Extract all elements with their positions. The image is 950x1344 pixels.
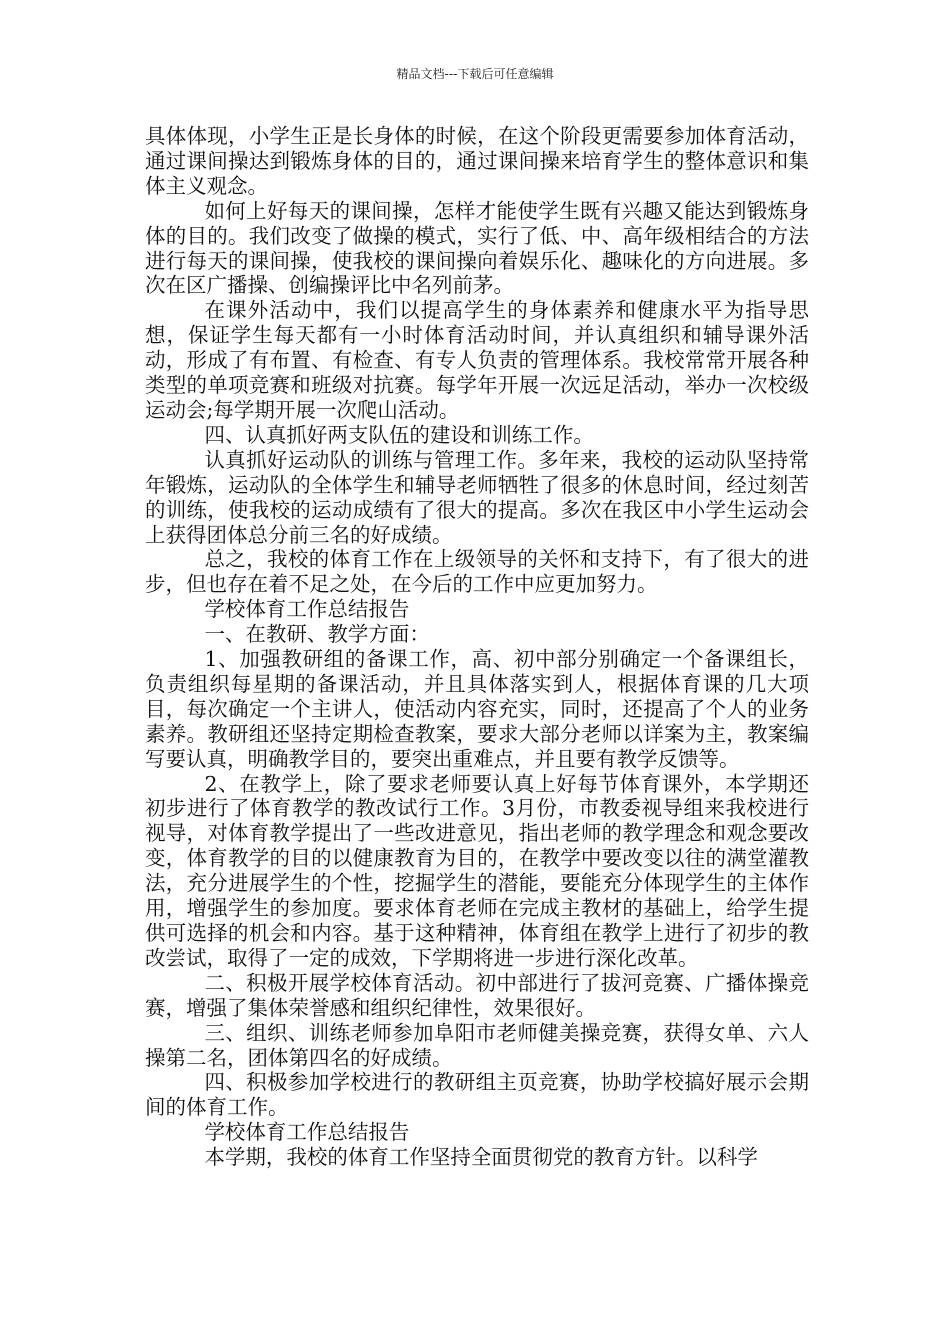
paragraph-5: 认真抓好运动队的训练与管理工作。多年来，我校的运动队坚持常年锻炼，运动队的全体学生和辅导老师牺牲了很多的休息时间，经过刻苦的训练，使我校的运动成绩有了很大的提高。多次在我区中小学生运动会上获得团体总分前三名的好成绩。 xyxy=(145,447,809,547)
section-heading-1: 一、在教研、教学方面： xyxy=(204,622,430,647)
paragraph-15: 本学期，我校的体育工作坚持全面贯彻党的教育方针。以科学 xyxy=(204,1145,758,1170)
paragraph-10: 2、在教学上，除了要求老师要认真上好每节体育课外，本学期还初步进行了体育教学的教改试行工作。3月份，市教委视导组来我校进行视导，对体育教学提出了一些改进意见，指出老师的教学理念和观念要改变，体育教学的目的以健康教育为目的，在教学中要改变以往的满堂灌教法，充分进展学生的个性，挖掘学生的潜能，要能充分体现学生的主体作用，增强学生的参加度。要求体育老师在完成主教材的基础上，给学生提供可选择的机会和内容。基于这种精神，体育组在教学上进行了初步的教改尝试，取得了一定的成效，下学期将进一步进行深化改革。 xyxy=(145,771,809,970)
paragraph-13: 四、积极参加学校进行的教研组主页竞赛，协助学校搞好展示会期间的体育工作。 xyxy=(145,1070,809,1120)
section-heading-4: 四、认真抓好两支队伍的建设和训练工作。 xyxy=(204,422,594,447)
document-body xyxy=(145,124,809,1170)
paragraph-1: 具体体现，小学生正是长身体的时候，在这个阶段更需要参加体育活动，通过课间操达到锻炼身体的目的，通过课间操来培育学生的整体意识和集体主义观念。 xyxy=(145,124,809,198)
report-title-2: 学校体育工作总结报告 xyxy=(204,1120,410,1145)
page-header: 精品文档---下载后可任意编辑 xyxy=(396,67,554,81)
paragraph-12: 三、组织、训练老师参加阜阳市老师健美操竞赛，获得女单、六人操第二名，团体第四名的好成绩。 xyxy=(145,1020,809,1070)
paragraph-11: 二、积极开展学校体育活动。初中部进行了拔河竞赛、广播体操竞赛，增强了集体荣誉感和组织纪律性，效果很好。 xyxy=(145,970,809,1020)
paragraph-6: 总之，我校的体育工作在上级领导的关怀和支持下，有了很大的进步，但也存在着不足之处，在今后的工作中应更加努力。 xyxy=(145,547,809,597)
paragraph-3: 在课外活动中，我们以提高学生的身体素养和健康水平为指导思想，保证学生每天都有一小时体育活动时间，并认真组织和辅导课外活动，形成了有布置、有检查、有专人负责的管理体系。我校常常开展各种类型的单项竞赛和班级对抗赛。每学年开展一次远足活动，举办一次校级运动会;每学期开展一次爬山活动。 xyxy=(145,298,809,422)
paragraph-2: 如何上好每天的课间操，怎样才能使学生既有兴趣又能达到锻炼身体的目的。我们改变了做操的模式，实行了低、中、高年级相结合的方法进行每天的课间操，使我校的课间操向着娱乐化、趣味化的方向进展。多次在区广播操、创编操评比中名列前茅。 xyxy=(145,198,809,298)
report-title-1: 学校体育工作总结报告 xyxy=(204,597,410,622)
paragraph-9: 1、加强教研组的备课工作，高、初中部分别确定一个备课组长，负责组织每星期的备课活动，并且具体落实到人，根据体育课的几大项目，每次确定一个主讲人，使活动内容充实，同时，还提高了个人的业务素养。教研组还坚持定期检查教案，要求大部分老师以详案为主，教案编写要认真，明确教学目的，要突出重难点，并且要有教学反馈等。 xyxy=(145,647,809,771)
